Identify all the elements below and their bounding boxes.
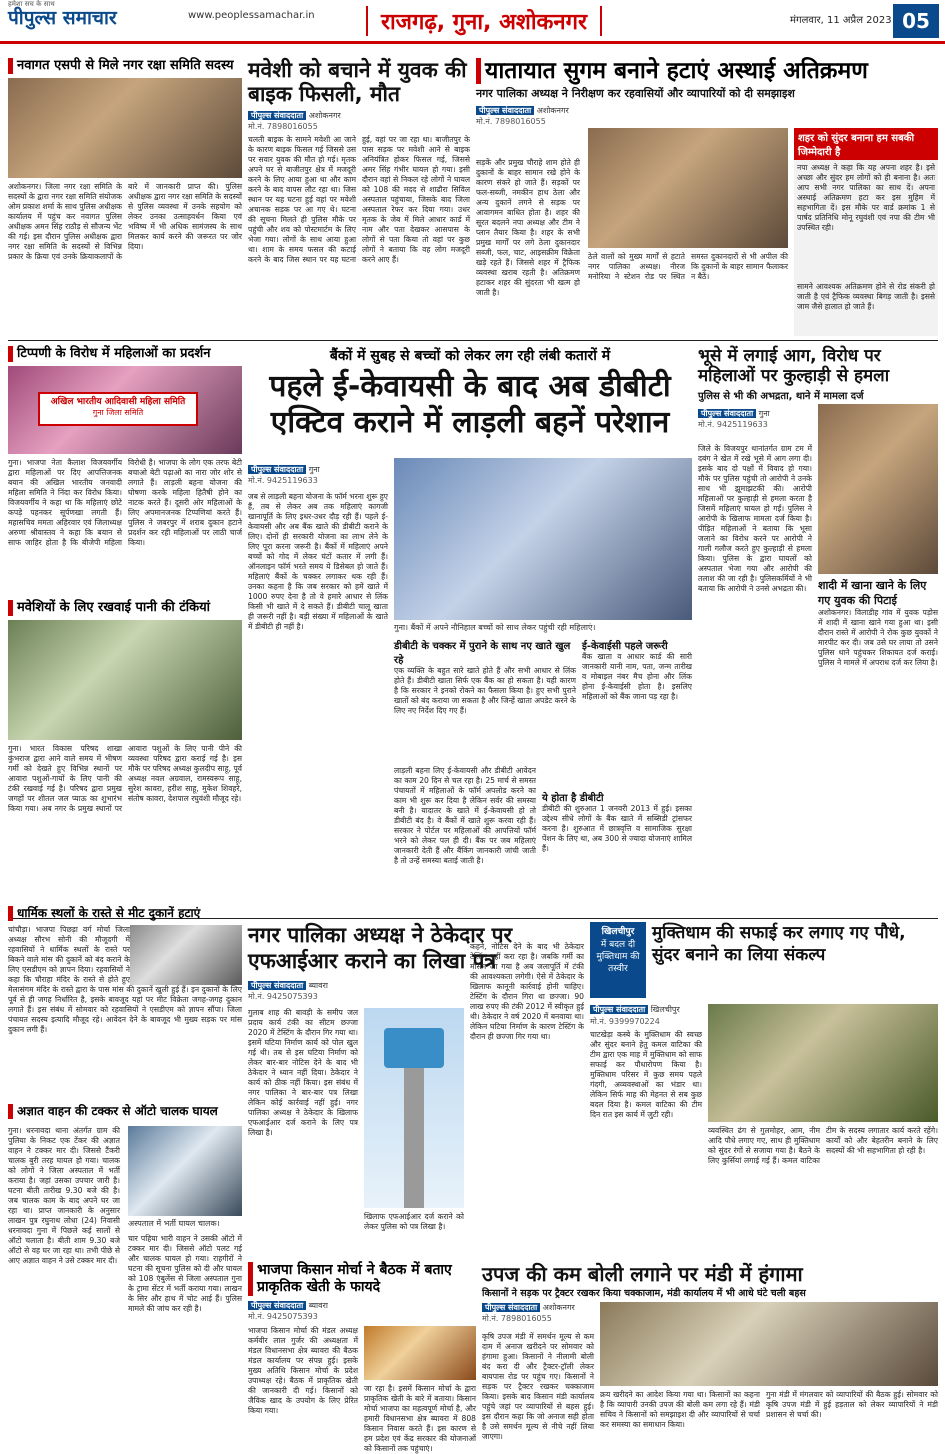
- article-cattle-accident: [248, 58, 470, 338]
- headline: नगर पालिका अध्यक्ष ने ठेकेदार पर एफआईआर कराने का लिखा पत्र: [248, 923, 513, 973]
- photo-meeting: [364, 1326, 476, 1380]
- subheadline: नगर पालिका अध्यक्ष ने निरीक्षण कर रहवासियों और व्यापारियों को दी समझाइश: [476, 87, 795, 100]
- article-body: कृषि उपज मंडी में समर्थन मूल्य से कम दाम में अनाज खरीदने पर सोमवार को हंगामा हुआ। किसानों ने नीलामी बोली बंद करा दी और ट्रैक्टर-ट्रॉली लेकर बायपास रोड पर पहुंच गए। किसानों ने सड़क पर ट्रैक्टर रखकर चक्काजाम किया। इसके बाद किसान मंडी कार्यालय पहुंचे जहां पर व्यापारियों से बहस हुई। इस दौरान कहा कि जो अनाज सही होता है उसे समर्थन मूल्य से नीचे नहीं लिया जाएगा।: [482, 1332, 594, 1441]
- photo-police-meeting: [8, 78, 242, 178]
- byline-place: खिलचीपुर: [650, 1005, 680, 1014]
- article-body: भाजपा किसान मोर्चा की मंडल अध्यक्ष कर्मवीर लाल गुर्जर की अध्यक्षता में मंडल विधानसभा क्षेत्र ब्यावरा की बैठक मंडल कार्यालय पर संपन्न हुई। इसके मुख्य अतिथि किसान मोर्चा के प्रदेश उपाध्यक्ष रहे। बैठक में प्राकृतिक खेती की जानकारी दी गई। किसानों को जैविक खाद के उपयोग के लिए प्रेरित किया गया।: [248, 1326, 358, 1415]
- location-tag-place: खिलचीपुर: [601, 927, 635, 937]
- photo-protest: [8, 366, 242, 454]
- reporter-mobile: मो.नं. 7898016055: [482, 1314, 552, 1323]
- headline: भाजपा किसान मोर्चा ने बैठक में बताए प्राकृतिक खेती के फायदे: [248, 1262, 476, 1296]
- article-women-protest: [8, 346, 242, 596]
- protest-banner-sub: गुना जिला समिति: [92, 408, 144, 417]
- article-body: जब से लाड़ली बहना योजना के फॉर्म भरना शुरू हुए हैं, तब से लेकर अब तक महिलाएं कागजी खानापूर्ति के लिए इधर-उधर दौड़ रही हैं। पहले ई-केवायसी और अब बैंक खाते की डीबीटी कराने के लिए। दोनों ही सरकारी योजना का लाभ लेने के लिए पूरा करना जरूरी है। बैंकों में महिलाएं अपने बच्चों को गोद में लेकर घंटों कतार में लगी हैं। ऑनलाइन फॉर्म भरते समय ये डिसेबल हो जाते हैं। महिलाएं बैंकों के चक्कर लगाकर थक रही हैं। उनका कहना है कि जब सरकार को हमें खाते में 1000 रुपए देना है तो वे हमारे आधार से लिंक किसी भी खाते में दे सकते हैं। डीबीटी चालू खाता ही जरूरी नहीं है। बड़ी संख्या में महिलाओं के खाते में डीबीटी ही नहीं है।: [248, 492, 388, 631]
- byline-place: अशोकनगर: [536, 106, 569, 115]
- photo-bank-queue: [394, 458, 692, 620]
- article-kisan-morcha: [248, 1262, 476, 1453]
- headline: नवागत एसपी से मिले नगर रक्षा समिति सदस्य: [8, 58, 242, 74]
- reporter-mobile: मो.नं. 9425119633: [698, 420, 768, 429]
- photo-injured-woman: [818, 404, 938, 574]
- tank-shape: [384, 1028, 444, 1068]
- article-body-2: क्रय खरीदने का आदेश किया गया था। किसानों का कहना है कि व्यापारी उनकी उपज की बोली कम लगा रहे हैं। मंडी सचिव ने किसानों को समझाइश दी और व्यापारियों से चर्चा कर समस्या का समाधान किया।: [600, 1390, 760, 1429]
- headline: उपज की कम बोली लगाने पर मंडी में हंगामा: [482, 1262, 803, 1286]
- byline-reporter: पीपुल्स संवाददाता: [482, 1303, 540, 1312]
- article-contractor-fir: [248, 922, 584, 1258]
- sidebar-title: शादी में खाना खाने के लिए गए युवक की पिटाई: [818, 579, 927, 607]
- byline-place: अशोकनगर: [308, 111, 341, 120]
- article-water-tanks: [8, 600, 242, 900]
- sidebar-title: ई-केवाईसी पहले जरूरी: [582, 641, 668, 652]
- photo-water-tank: [364, 1008, 464, 1208]
- headline: मवेशी को बचाने में युवक की बाइक फिसली, मौत: [248, 58, 467, 106]
- headline: धार्मिक स्थलों के रास्ते से मीट दुकानें हटाएं: [8, 906, 242, 921]
- article-body: चाटखेड़ा कस्बे के मुक्तिधाम की स्वच्छ और सुंदर बनाने हेतु कमल वाटिका की टीम द्वारा एक माह में मुक्तिधाम को साफ सफाई कर पौधारोपण किया है। मुक्तिधाम परिसर में कुछ समय पहले गंदगी, अव्यवस्थाओं का भंडार था। लेकिन सिर्फ माह की मेहनत से सब कुछ बदल दिया है। कमल वाटिका की टीम दिन रात इस कार्य में जुटी रही।: [590, 1030, 702, 1119]
- byline-reporter: पीपुल्स संवाददाता: [476, 106, 534, 115]
- byline: [248, 464, 388, 475]
- headline: यातायात सुगम बनाने हटाएं अस्थाई अतिक्रमण: [476, 58, 938, 84]
- article-body: गुना। धरनावदा थाना अंतर्गत ग्राम की पुलिया के निकट एक टेंकर की अज्ञात वाहन ने टक्कर मार दी। जिससे टैंकरी चालक बुरी तरह घायल हो गया। चालक को लोगों ने जिला अस्पताल में भर्ती कराया है। जहां उसका उपचार जारी है। घटना बीती तारीख 9.30 बजे की है। जब चालक काम के बाद अपने घर जा रहा था। प्राप्त जानकारी के अनुसार लाखन पुत्र रघुनाथ लोधा (24) निवासी धरनावदा गुना में पिछले कई सालों से ऑटो चलाता है। बीती शाम 9.30 बजे ऑटो से वह घर जा रहा था। तभी पीछे से आए अज्ञात वाहन ने उसे टक्कर मार दी।: [8, 1126, 120, 1265]
- photo-caption: खिलाफ एफआईआर दर्ज कराने को लेकर पुलिस को पत्र लिखा है।: [364, 1212, 464, 1231]
- lead-headline: पहले ई-केवायसी के बाद अब डीबीटी एक्टिव कराने में लाड़ली बहनें परेशान: [269, 369, 671, 440]
- region-title: राजगढ़, गुना, अशोकनगर: [366, 6, 602, 36]
- byline-place: अशोकनगर: [542, 1303, 575, 1312]
- byline-block: [248, 464, 388, 486]
- byline-place: गुना: [308, 465, 320, 474]
- photo-caption: अस्पताल में भर्ती घायल चालक।: [128, 1219, 220, 1228]
- article-body: चांचौड़ा। भाजपा पिछड़ा वर्ग मोर्चा जिला अध्यक्ष सौरभ सोनी की मौजूदगी में रहवासियों ने धार्मिक स्थलों के रास्ते पर बिकने वाले मांस की दुकानें को बंद कराने के लिए एसडीएम को ज्ञापन दिया। रहवासियों ने कहा कि चौराहा मंदिर के रास्ते से होते हुए मेलासंगम मंदिर के रास्ते द्वारा के पास मांस की दुकानें खुली हुई हैं। इन दुकानों के लिए पूर्व से ही जगह निर्धारित है, इसके बावजूद यहां पर मीट विक्रेता जगह-जगह दुकान लगाते हैं। इस संबंध में सोमवार को रहवासियों ने एसडीएम को ज्ञापन सौंपा। जिला पंचायत सदस्य इत्यादि मौजूद रहे। आवेदन देने के बावजूद भी मुख्य सड़क पर मांस दुकान लगी हैं।: [8, 925, 242, 1034]
- issue-date: मंगलवार, 11 अप्रैल 2023: [790, 15, 892, 26]
- article-body-2: लाड़ली बहना लिए ई-केवायसी और डीबीटी आवेदन का काम 20 दिन से चल रहा है। 25 मार्च से समस्त पंचायतों में महिलाओं के फॉर्म अपलोड करने का काम भी शुरू कर दिया है लेकिन सर्वर की समस्या बनी है। यादातर के खाते में ई-केवायसी हो तो डीबीटी बंद है। वे बैंकों में खाते शुरू करवा रही हैं। सरकार ने पोर्टल पर महिलाओं की आपत्तियों फॉर्म भरने को लेकर पल ही दी। बैंक पर जब महिलाएं जानकारी देती हैं और बैंकिंग जानकारी जांची जाती है तो उन्हें समस्या बताई जाती है।: [394, 766, 536, 865]
- article-straw-fire: [698, 346, 938, 914]
- tank-pillar: [404, 1068, 424, 1208]
- article-auto-accident: [8, 1104, 242, 1440]
- divider: [8, 340, 938, 341]
- sidebar-box-title: शहर को सुंदर बनाना हम सबकी जिम्मेदारी है: [794, 128, 938, 160]
- byline-reporter: पीपुल्स संवाददाता: [248, 981, 306, 990]
- protest-banner-text: अखिल भारतीय आदिवासी महिला समिति: [50, 397, 186, 407]
- byline-place: ब्यावरा: [308, 1301, 328, 1310]
- byline-reporter: पीपुल्स संवाददाता: [248, 1301, 306, 1310]
- masthead: [0, 0, 945, 44]
- photo-caption: ठेले वालों को मुख्य मार्गों से हटाते नगर पालिका अध्यक्ष। नीरज मनोरिया ने स्टेशन रोड पर स्थित समस्त दुकानदारों से भी अपील की कि दुकानों के बाहर सामान फैलाकर न बैठें।: [588, 252, 788, 281]
- article-nagar-raksha: [8, 58, 242, 338]
- photo-hospital: [128, 1126, 242, 1216]
- newspaper-logo: [8, 0, 178, 30]
- reporter-mobile: मो.नं. 7898016055: [248, 122, 318, 131]
- photo-caption: गुना। बैंकों में अपने नौनिहाल बच्चों को साथ लेकर पहुंची रही महिलाएं।: [394, 623, 596, 632]
- photo-water-tanks: [8, 620, 242, 740]
- photo-muktidham: [708, 1004, 938, 1122]
- photo-caption: गुना मंडी में मंगलवार को व्यापारियों की बैठक हुई। सोमवार को कृषि उपज मंडी में हुई हड़ताल को लेकर व्यापारियों ने मंडी प्रशासन से चर्चा की।: [766, 1390, 938, 1419]
- article-body: गुना। भारत विकास परिषद शाखा कुंभराज द्वारा आने वाले समय में भीषण गर्मी को देखते हुए विभिन्न स्थानों पर आवारा पशुओं-गायों के लिए पानी की टंकी रखवाई गई है। परिषद द्वारा प्रमुख जगहों पर शीतल जल प्याऊ का शुभारंभ किया गया। अब नगर के प्रमुख स्थानों पर आवारा पशुओं के लिए पानी पीने की व्यवस्था परिषद द्वारा कराई गई है। इस मौके पर परिषद अध्यक्ष कुलदीप साहू, पूर्व अध्यक्ष नवल अग्रवाल, रामस्वरूप साहू, सुरेश कावरा, हरीश साहू, मुकेश शिवहरे, संतोष कावरा, देशपाल रघुवंशी मौजूद रहे।: [8, 744, 242, 813]
- location-tag-text: में बदल दी मुक्तिधाम की तस्वीर: [596, 940, 640, 974]
- byline-place: गुना: [758, 409, 770, 418]
- article-body-2: कहने, नोटिस देने के बाद भी ठेकेदार टेस्टिंग नहीं करा रहा है। जबकि गर्मी का मौसम आ गया है अब जलापूर्ति में टंकी की आवश्यकता लगेगी। ऐसे में ठेकेदार के खिलाफ कानूनी कार्रवाई होनी चाहिए। टेस्टिंग के दौरान गिरा था छज्जा। 90 लाख रुपए की टंकी 2012 में स्वीकृत हुई थी। ठेकेदार ने वर्ष 2020 में बनवाया था। लेकिन घटिया निर्माण के कारण टेस्टिंग के दौरान ही छज्जा गिर गया था।: [470, 942, 584, 1041]
- logo-text: पीपुल्स समाचार: [8, 7, 117, 29]
- byline: [590, 1004, 680, 1015]
- article-mandi-protest: [482, 1262, 938, 1440]
- article-body: चलती बाइक के सामने मवेशी आ जाने के कारण बाइक फिसल गई जिससे उस पर सवार युवक की मौत हो गई। मृतक अपने घर से बाजीतपुर क्षेत्र में मजदूरी करने के लिए आया हुआ था और काम करने के बाद वापस लौट रहा था। जिस स्थान पर यह घटना हुई वहां पर मवेशी अचानक सड़क पर आ गए थे। घटना की सूचना मिलते ही पुलिस मौके पर पहुंची और शव को पोस्टमार्टम के लिए भेजा गया। लोगों के साथ आया हुआ था। शाम के समय फसल की कटाई करने के बाद जिस स्थान पर यह घटना हुई, वहां पर जा रहा था। बाजीतपुर के पास सड़क पर मवेशी आने से बाइक अनियंत्रित होकर फिसल गई, जिससे अमर सिंह गंभीर घायल हो गया। इसी दौरान वहां से निकल रहे लोगों ने घायल को 108 की मदद से शाढौरा सिविल अस्पताल पहुंचाया, जिसके बाद जिला अस्पताल रेफर कर दिया गया। उधर मृतक के जेब में मिले आधार कार्ड में नाम और पता देखकर आसपास के लोगों से पता किया तो वहां पर कुछ लोगों ने बताया कि वह लोग मजदूरी करने आए हैं।: [248, 135, 470, 264]
- headline: अज्ञात वाहन की टक्कर से ऑटो चालक घायल: [8, 1104, 242, 1119]
- page-number: 05: [893, 4, 939, 38]
- sidebar-box: [794, 128, 938, 336]
- headline: भूसे में लगाई आग, विरोध पर महिलाओं पर कुल्हाड़ी से हमला: [698, 346, 890, 386]
- byline-reporter: पीपुल्स संवाददाता: [590, 1005, 648, 1014]
- reporter-mobile: मो.नं. 9425119633: [248, 476, 318, 485]
- article-body: गुलाब शाह की बावड़ी के समीप जल प्रदाय कार्य टंकी का सीटम छज्जा 2020 में टेस्टिंग के दौरान गिर गया था। इसमें घटिया निर्माण कार्य को पोल खुल गई थी। तब से इस घटिया निर्माण को लेकर बार-बार नोटिस देने के बाद भी ठेकेदार ने ध्यान नहीं दिया। ठेकेदार ने कार्य को ठीक नहीं किया। इस संबंध में नगर पालिका ने बार-बार पत्र लिखा लेकिन कोई कार्रवाई नहीं हुई। नगर पालिका अध्यक्ष ने ठेकेदार के खिलाफ एफआईआर दर्ज कराने के लिए पत्र लिखा है।: [248, 1008, 358, 1137]
- article-body-2: जा रहा है। इसमें किसान मोर्चा के द्वारा प्राकृतिक खेती के बारे में बताया। किसान मोर्चा भाजपा का महत्वपूर्ण मोर्चा है, और हमारी विधानसभा क्षेत्र ब्यावरा में 808 किसान निवास करते हैं। इस कारण से हम प्रदेश एवं केंद्र सरकार की योजनाओं को किसानों तक पहुंचाएं।: [364, 1384, 476, 1453]
- reporter-mobile: मो.नं. 9425075393: [248, 1312, 318, 1321]
- site-url[interactable]: www.peoplessamachar.in: [188, 10, 315, 21]
- sidebar-box-body-2: सामने आवश्यक अतिक्रमण होने से रोड संकरी हो जाती है एवं ट्रैफिक व्यवस्था बिगड़ जाती है। इससे जाम जैसे हालात हो जाते हैं।: [797, 282, 935, 311]
- article-body-2: चार पहिया भारी वाहन ने उसकी ऑटो में टक्कर मार दी। जिससे ऑटो पलट गई और चालक घायल हो गया। राहगीरों ने घटना की सूचना पुलिस को दी और घायल को 108 एंबुलेंस से जिला अस्पताल गुना के ट्रामा सेंटर में भर्ती कराया गया। लाखन के सिर और हाथ में चोट आई हैं। पुलिस मामले की जांच कर रही है।: [128, 1234, 242, 1313]
- byline-reporter: पीपुल्स संवाददाता: [248, 465, 306, 474]
- article-body: अशोकनगर। जिला नगर रक्षा समिति के सदस्यों के द्वारा नगर रक्षा समिति संयोजक ओम प्रकाश शर्मा के साथ पुलिस अधीक्षक कार्यालय में पहुंच कर नवागत पुलिस अधीक्षक अमन सिंह राठौड़ से सौजन्य भेंट की गई। इस दौरान पुलिस अधीक्षक द्वारा नगर रक्षा समिति के सदस्यों से विभिन्न प्रकार के क्रिया एवं उनके क्रियाकलापों के बारे में जानकारी प्राप्त की। पुलिस अधीक्षक द्वारा नगर रक्षा समिति के सदस्यों से पुलिस व्यवस्था में उनके सहयोग को लेकर उनका उत्साहवर्धन किया एवं भविष्य में भी अधिक सामंजस्य के साथ मिलकर कार्य करने की जरूरत पर जोर दिया।: [8, 182, 242, 261]
- article-body: गुना। भाजपा नेता कैलाश विजयवर्गीय द्वारा महिलाओं पर दिए आपत्तिजनक बयान की अखिल भारतीय जनवादी महिला समिति ने निंदा कर विरोध किया। विजयवर्गीय ने कहा था कि महिलाएं छोटे कपड़े पहनकर सूर्पणखा लगती हैं। महासचिव ममता अहिरवार एवं जिलाध्यक्ष अरुणा श्रीवास्तव ने कहा कि बयान से साफ जाहिर होता है कि बीजेपी महिला विरोधी है। भाजपा के लोग एक तरफ बेटी बचाओ बेटी पढ़ाओ का नारा जोर शोर से लगाते हैं। लाड़ली बहना योजना की घोषणा करके महिला हितैषी होने का नाटक करते हैं। दूसरी ओर महिलाओं के लिए अपमानजनक टिप्पणियां करते हैं। पुलिस ने जबरपुर में शराब दुकान हटाने प्रदर्शन कर रही महिलाओं पर लाठी चार्ज किया।: [8, 458, 242, 547]
- headline: मवेशियों के लिए रखवाई पानी की टंकियां: [8, 600, 242, 616]
- sidebar-body: डीबीटी की शुरुआत 1 जनवरी 2013 में हुई। इसका उद्देश्य सीधे लोगों के बैंक खाते में सब्सिडी ट्रांसफर करना है। शुरुआत में छात्रवृत्ति व सामाजिक सुरक्षा पेंशन के लिए था, अब 300 से ज्यादा योजनाएं शामिल हैं।: [542, 804, 692, 853]
- sidebar-body: अशोकनगर। विलाडीह गांव में युवक पड़ोस में शादी में खाना खाने गया हुआ था। इसी दौरान रास्ते में आरोपी ने रोक कुछ युवकों ने मारपीट कर दी। जब उसे घर लाया तो उसने पुलिस थाने पहुंचकर शिकायत दर्ज कराई। पुलिस ने मामले में अपराध दर्ज कर लिया है।: [818, 608, 938, 667]
- headline: टिप्पणी के विरोध में महिलाओं का प्रदर्शन: [8, 346, 242, 362]
- sidebar-body: एक व्यक्ति के बहुत सारे खाते होते हैं और सभी आधार से लिंक होते हैं। डीबीटी खाता सिर्फ एक बैंक का हो सकता है। यही कारण है कि सरकार ने इनको रोकने का फैसला किया है। हुए सभी पुराने खातों को बंद कराया जा सकता है और जिन्हें खाता अपडेट करने के लिए नए निर्देश दिए गए हैं।: [394, 666, 577, 715]
- logo-tagline: हमेशा सच के साथ: [8, 0, 55, 8]
- byline-reporter: पीपुल्स संवाददाता: [698, 409, 756, 418]
- sidebar-box-body: नपा अध्यक्ष ने कहा कि यह अपना शहर है। इसे अच्छा और सुंदर हम लोगों को ही बनाना है। अतः आप सभी नगर पालिका का साथ दें। अपना अस्थाई अतिक्रमण हटा कर इस मुहिम में सहभागिता दें। इस मौके पर वार्ड क्रमांक 1 से पार्षद प्रतिनिधि मोनू रघुवंशी एवं नपा की टीम भी उपस्थित रही।: [797, 163, 935, 232]
- article-ladli-behna: [248, 346, 692, 914]
- byline: [248, 110, 470, 121]
- protest-banner: [38, 392, 198, 426]
- sidebar-dbt-accounts: [394, 638, 576, 762]
- byline-place: ब्यावरा: [308, 981, 328, 990]
- photo-memorandum: [130, 925, 242, 985]
- byline-reporter: पीपुल्स संवाददाता: [248, 111, 306, 120]
- article-body: जिले के विजयपुर थानांतर्गत ग्राम टम में दबंग ने खेत में रखे भूसे में आग लगा दी। इसके बाद दो पक्षों में विवाद हो गया। मौके पर पुलिस पहुंची तो आरोपी ने उनके साथ भी झूमाझटकी की। आरोपी महिलाओं पर कुल्हाड़ी से हमला करता है जिसमें महिलाएं घायल हो गईं। पुलिस ने आरोपी के खिलाफ मामला दर्ज किया है। पीड़ित महिलाओं ने बताया कि भूसा जलाने का विरोध करने पर आरोपी ने गाली गलौज करते हुए कुल्हाड़ी से हमला किया। पुलिस के द्वारा घायलों को अस्पताल भेजा गया और आरोपी की तलाश की जा रही है। पुलिसकर्मियों ने भी बताया कि आरोपी ने उनसे अभद्रता की।: [698, 444, 812, 593]
- article-traffic-encroachment: [476, 58, 938, 338]
- sidebar-title: डीबीटी के चक्कर में पुराने के साथ नए खाते खुल रहे: [394, 641, 571, 666]
- sidebar-ekyc: [582, 638, 692, 788]
- article-meat-shops: [8, 906, 242, 1102]
- photo-mandi: [600, 1302, 938, 1386]
- byline: [476, 105, 938, 116]
- photo-market-inspection: [588, 128, 788, 248]
- kicker: बैंकों में सुबह से बच्चों को लेकर लग रही लंबी कतारों में: [329, 348, 611, 364]
- location-tag: [590, 922, 646, 998]
- subheadline: पुलिस से भी की अभद्रता, थाने में मामला दर्ज: [698, 391, 864, 402]
- article-muktidham: [590, 922, 938, 1258]
- reporter-mobile: मो.नं. 7898016055: [476, 117, 546, 126]
- article-body-2: व्यवस्थित ढंग से गुलमोहर, आम, नीम आदि पौधे लगाए गए, साथ ही मुक्तिधाम को सुंदर रंगों से सजाया गया है। बैठने के लिए कुर्सियां लगाई गई हैं। कमल वाटिका टीम के सदस्य लगातार कार्य करते रहेंगे। कार्यों को और बेहतरीन बनाने के लिए सदस्यों की भी सहभागिता हो रही है।: [708, 1126, 938, 1165]
- sidebar-wedding-assault: [818, 578, 938, 912]
- headline: मुक्तिधाम की सफाई कर लगाए गए पौधे, सुंदर बनाने का लिया संकल्प: [652, 923, 906, 965]
- subheadline: किसानों ने सड़क पर ट्रैक्टर रखकर किया चक्काजाम, मंडी कार्यालय में भी आधे घंटे चली बहस: [482, 1288, 806, 1299]
- article-body: सड़कें और प्रमुख चौराहे शाम होते ही दुकानों के बाहर सामान रखे होने के कारण संकरे हो जाते हैं। सड़कों पर फल-सब्जी, नमकीन हाथ ठेला और अन्य दुकानें लगने से सड़क पर आवागमन बाधित होता है। शहर की सूरत बदलने नपा अध्यक्ष और टीम ने प्लान तैयार किया है। शहर के सभी प्रमुख मार्गों पर लगे ठेला दुकानदार सब्जी, फल, चाट, आइसक्रीम विक्रेता खड़े रहते हैं। जिससे शहर में ट्रैफिक व्यवस्था खराब रहती है। अतिक्रमण हटाकर शहर की सुंदरता भी खत्म हो जाती है।: [476, 158, 580, 297]
- reporter-mobile: मो.नं. 9425075393: [248, 992, 318, 1001]
- reporter-mobile: मो.नं. 9399970224: [590, 1017, 660, 1026]
- byline: [248, 1300, 476, 1311]
- sidebar-body: बैंक खाता व आधार कार्ड की सारी जानकारी यानी नाम, पता, जन्म तारीख व मोबाइल नंबर मैच होना और लिंक होना ई-केवाईसी होता है। इसलिए महिलाओं को बैंक जाना पड़ रहा है।: [582, 652, 692, 701]
- sidebar-what-is-dbt: [542, 790, 692, 910]
- sidebar-title: ये होता है डीबीटी: [542, 793, 604, 804]
